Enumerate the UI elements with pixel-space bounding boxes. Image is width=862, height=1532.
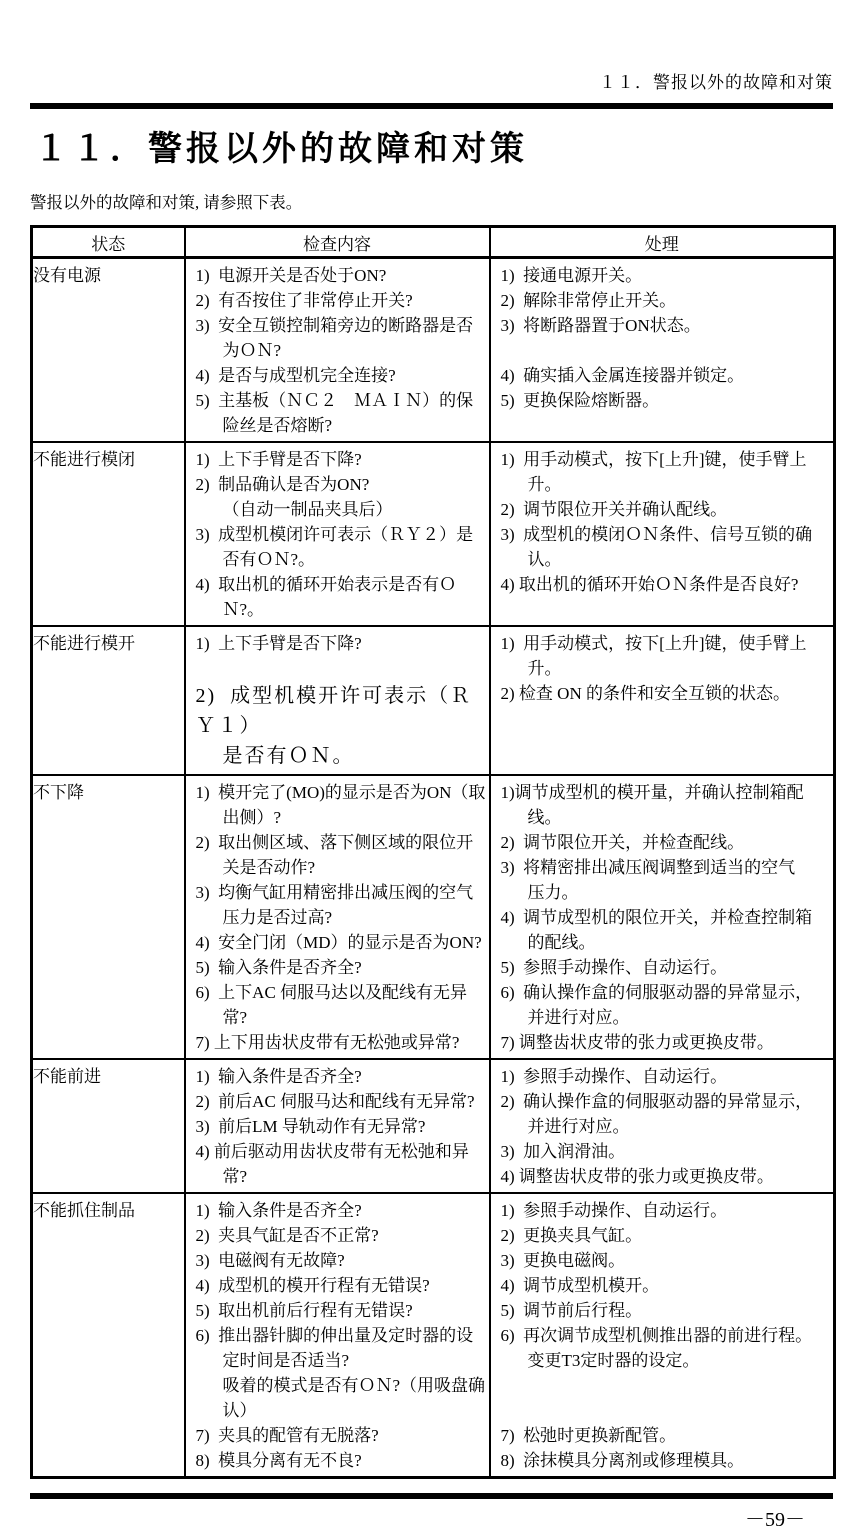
check-line: 8) 模具分离有无不良? — [195, 1451, 362, 1470]
check-line: 2) 制品确认是否为ON? — [195, 475, 370, 494]
action-line: 2) 调节限位开关，并检查配线。 — [500, 833, 745, 852]
check-line: 7) 夹具的配管有无脱落? — [195, 1426, 379, 1445]
action-line: 3) 加入润滑油。 — [500, 1142, 626, 1161]
check-cell — [185, 775, 490, 1059]
check-line: 4) 是否与成型机完全连接? — [195, 366, 396, 385]
action-line: 3) 成型机的模闭ＯＮ条件、信号互锁的确 — [500, 525, 813, 544]
check-line: 5) 取出机前后行程有无错误? — [195, 1301, 413, 1320]
table-row — [32, 442, 835, 626]
fault-table — [30, 225, 836, 1479]
action-line: 4) 确实插入金属连接器并锁定。 — [500, 366, 745, 385]
action-line: 4) 调节成型机的限位开关，并检查控制箱 — [500, 908, 813, 927]
check-line: （自动一制品夹具后） — [222, 500, 393, 519]
check-line: 5) 主基板（ＮＣ２ ＭＡＩＮ）的保 — [195, 391, 474, 410]
action-line — [491, 1398, 834, 1423]
check-line: 常? — [222, 1167, 248, 1186]
check-line — [186, 656, 489, 681]
intro-text: 警报以外的故障和对策, 请参照下表。 — [30, 193, 303, 212]
action-line: 5) 调节前后行程。 — [500, 1301, 643, 1320]
status-cell: 没有电源 — [32, 258, 185, 443]
check-line: 认） — [222, 1401, 257, 1420]
action-line: 变更T3定时器的设定。 — [527, 1351, 700, 1370]
check-line: 6) 上下AC 伺服马达以及配线有无异 — [195, 983, 468, 1002]
check-line: 1) 上下手臂是否下降? — [195, 450, 362, 469]
check-line: 4) 安全门闭（MD）的显示是否为ON? — [195, 933, 482, 952]
action-line: 5) 参照手动操作、自动运行。 — [500, 958, 728, 977]
running-header: １１．警报以外的故障和对策 — [599, 73, 833, 92]
check-line: 1) 电源开关是否处于ON? — [195, 266, 387, 285]
header-rule — [30, 103, 833, 109]
action-line: 6) 确认操作盒的伺服驱动器的异常显示， — [500, 983, 813, 1002]
action-cell — [490, 442, 835, 626]
check-line: 7) 上下用齿状皮带有无松弛或异常? — [195, 1033, 460, 1052]
action-line: 4) 调节成型机模开。 — [500, 1276, 660, 1295]
check-line: 3) 安全互锁控制箱旁边的断路器是否 — [195, 316, 474, 335]
check-cell — [185, 626, 490, 775]
check-line: 3) 前后LM 导轨动作有无异常? — [195, 1117, 426, 1136]
check-line: 1) 输入条件是否齐全? — [195, 1067, 362, 1086]
check-line: 1) 输入条件是否齐全? — [195, 1201, 362, 1220]
action-line: 升。 — [527, 475, 562, 494]
page-title: １１．警报以外的故障和对策 — [34, 131, 528, 168]
check-cell — [185, 1193, 490, 1478]
check-line: 为ＯＮ? — [222, 341, 282, 360]
action-line: 1) 接通电源开关。 — [500, 266, 643, 285]
fault-table-body — [32, 258, 835, 1478]
check-line: 4) 前后驱动用齿状皮带有无松弛和异 — [195, 1142, 469, 1161]
table-row — [32, 626, 835, 775]
action-line: 并进行对应。 — [527, 1117, 630, 1136]
check-line: 4) 取出机的循环开始表示是否有Ｏ — [195, 575, 457, 594]
status-cell: 不下降 — [32, 775, 185, 1059]
check-line: 是否有ＯＮ。 — [222, 745, 355, 767]
action-line: 压力。 — [527, 883, 579, 902]
action-line: 1)调节成型机的模开量，并确认控制箱配 — [500, 783, 804, 802]
action-line: 6) 再次调节成型机侧推出器的前进行程。 — [500, 1326, 813, 1345]
action-line — [491, 1373, 834, 1398]
check-line: 2) 夹具气缸是否不正常? — [195, 1226, 379, 1245]
action-line: 认。 — [527, 550, 562, 569]
col-header-action: 处理 — [490, 227, 835, 258]
check-line: Ｎ?。 — [222, 600, 265, 619]
action-line: 的配线。 — [527, 933, 596, 952]
page-number: －59－ — [745, 1509, 805, 1531]
check-line: 5) 输入条件是否齐全? — [195, 958, 362, 977]
action-line: 并进行对应。 — [527, 1008, 630, 1027]
check-line: 6) 推出器针脚的伸出量及定时器的设 — [195, 1326, 474, 1345]
action-cell — [490, 1059, 835, 1193]
check-line: 出侧）? — [222, 808, 282, 827]
check-line: 3) 电磁阀有无故障? — [195, 1251, 345, 1270]
check-line: 3) 成型机模闭许可表示（ＲＹ２）是 — [195, 525, 474, 544]
action-line: 8) 涂抹模具分离剂或修理模具。 — [500, 1451, 745, 1470]
action-line: 3) 将断路器置于ON状态。 — [500, 316, 701, 335]
check-line: 吸着的模式是否有ＯＮ?（用吸盘确 — [222, 1376, 486, 1395]
action-line: 7) 调整齿状皮带的张力或更换皮带。 — [500, 1033, 774, 1052]
check-cell — [185, 258, 490, 443]
action-line: 线。 — [527, 808, 562, 827]
action-cell — [490, 258, 835, 443]
check-line: 常? — [222, 1008, 248, 1027]
col-header-check: 检查内容 — [185, 227, 490, 258]
check-line: 2) 成型机模开许可表示（ＲＹ１） — [195, 685, 473, 737]
action-line: 1) 用手动模式，按下[上升]键，使手臂上 — [500, 450, 807, 469]
action-line: 4) 调整齿状皮带的张力或更换皮带。 — [500, 1167, 774, 1186]
table-row — [32, 1059, 835, 1193]
status-cell: 不能前进 — [32, 1059, 185, 1193]
action-line: 5) 更换保险熔断器。 — [500, 391, 660, 410]
action-line: 2) 更换夹具气缸。 — [500, 1226, 643, 1245]
action-line — [491, 338, 834, 363]
table-row — [32, 1193, 835, 1478]
status-cell: 不能进行模开 — [32, 626, 185, 775]
table-row — [32, 258, 835, 443]
check-cell — [185, 1059, 490, 1193]
check-line: 否有ＯＮ?。 — [222, 550, 316, 569]
check-line: 3) 均衡气缸用精密排出减压阀的空气 — [195, 883, 474, 902]
action-line: 2) 调节限位开关并确认配线。 — [500, 500, 728, 519]
check-line: 1) 上下手臂是否下降? — [195, 634, 362, 653]
footer-rule — [30, 1493, 833, 1499]
check-line: 2) 取出侧区域、落下侧区域的限位开 — [195, 833, 474, 852]
check-line: 2) 有否按住了非常停止开关? — [195, 291, 413, 310]
check-line: 险丝是否熔断? — [222, 416, 333, 435]
action-line: 4) 取出机的循环开始ＯＮ条件是否良好? — [500, 575, 799, 594]
status-cell: 不能进行模闭 — [32, 442, 185, 626]
status-cell: 不能抓住制品 — [32, 1193, 185, 1478]
action-line: 1) 用手动模式，按下[上升]键，使手臂上 — [500, 634, 807, 653]
action-cell — [490, 626, 835, 775]
check-line: 压力是否过高? — [222, 908, 333, 927]
check-line: 1) 模开完了(MO)的显示是否为ON（取 — [195, 783, 486, 802]
action-line: 升。 — [527, 659, 562, 678]
action-line: 2) 解除非常停止开关。 — [500, 291, 677, 310]
action-cell — [490, 1193, 835, 1478]
action-line: 7) 松弛时更换新配管。 — [500, 1426, 677, 1445]
check-cell — [185, 442, 490, 626]
action-line: 1) 参照手动操作、自动运行。 — [500, 1067, 728, 1086]
check-line: 关是否动作? — [222, 858, 316, 877]
action-line: 2) 确认操作盒的伺服驱动器的异常显示， — [500, 1092, 813, 1111]
action-line: 1) 参照手动操作、自动运行。 — [500, 1201, 728, 1220]
action-line: 3) 将精密排出减压阀调整到适当的空气 — [500, 858, 796, 877]
action-line: 2) 检查 ON 的条件和安全互锁的状态。 — [500, 684, 790, 703]
table-header-row — [32, 227, 835, 258]
action-line: 3) 更换电磁阀。 — [500, 1251, 626, 1270]
check-line: 4) 成型机的模开行程有无错误? — [195, 1276, 430, 1295]
table-row — [32, 775, 835, 1059]
check-line: 定时间是否适当? — [222, 1351, 350, 1370]
check-line: 2) 前后AC 伺服马达和配线有无异常? — [195, 1092, 475, 1111]
action-cell — [490, 775, 835, 1059]
col-header-status: 状态 — [32, 227, 185, 258]
